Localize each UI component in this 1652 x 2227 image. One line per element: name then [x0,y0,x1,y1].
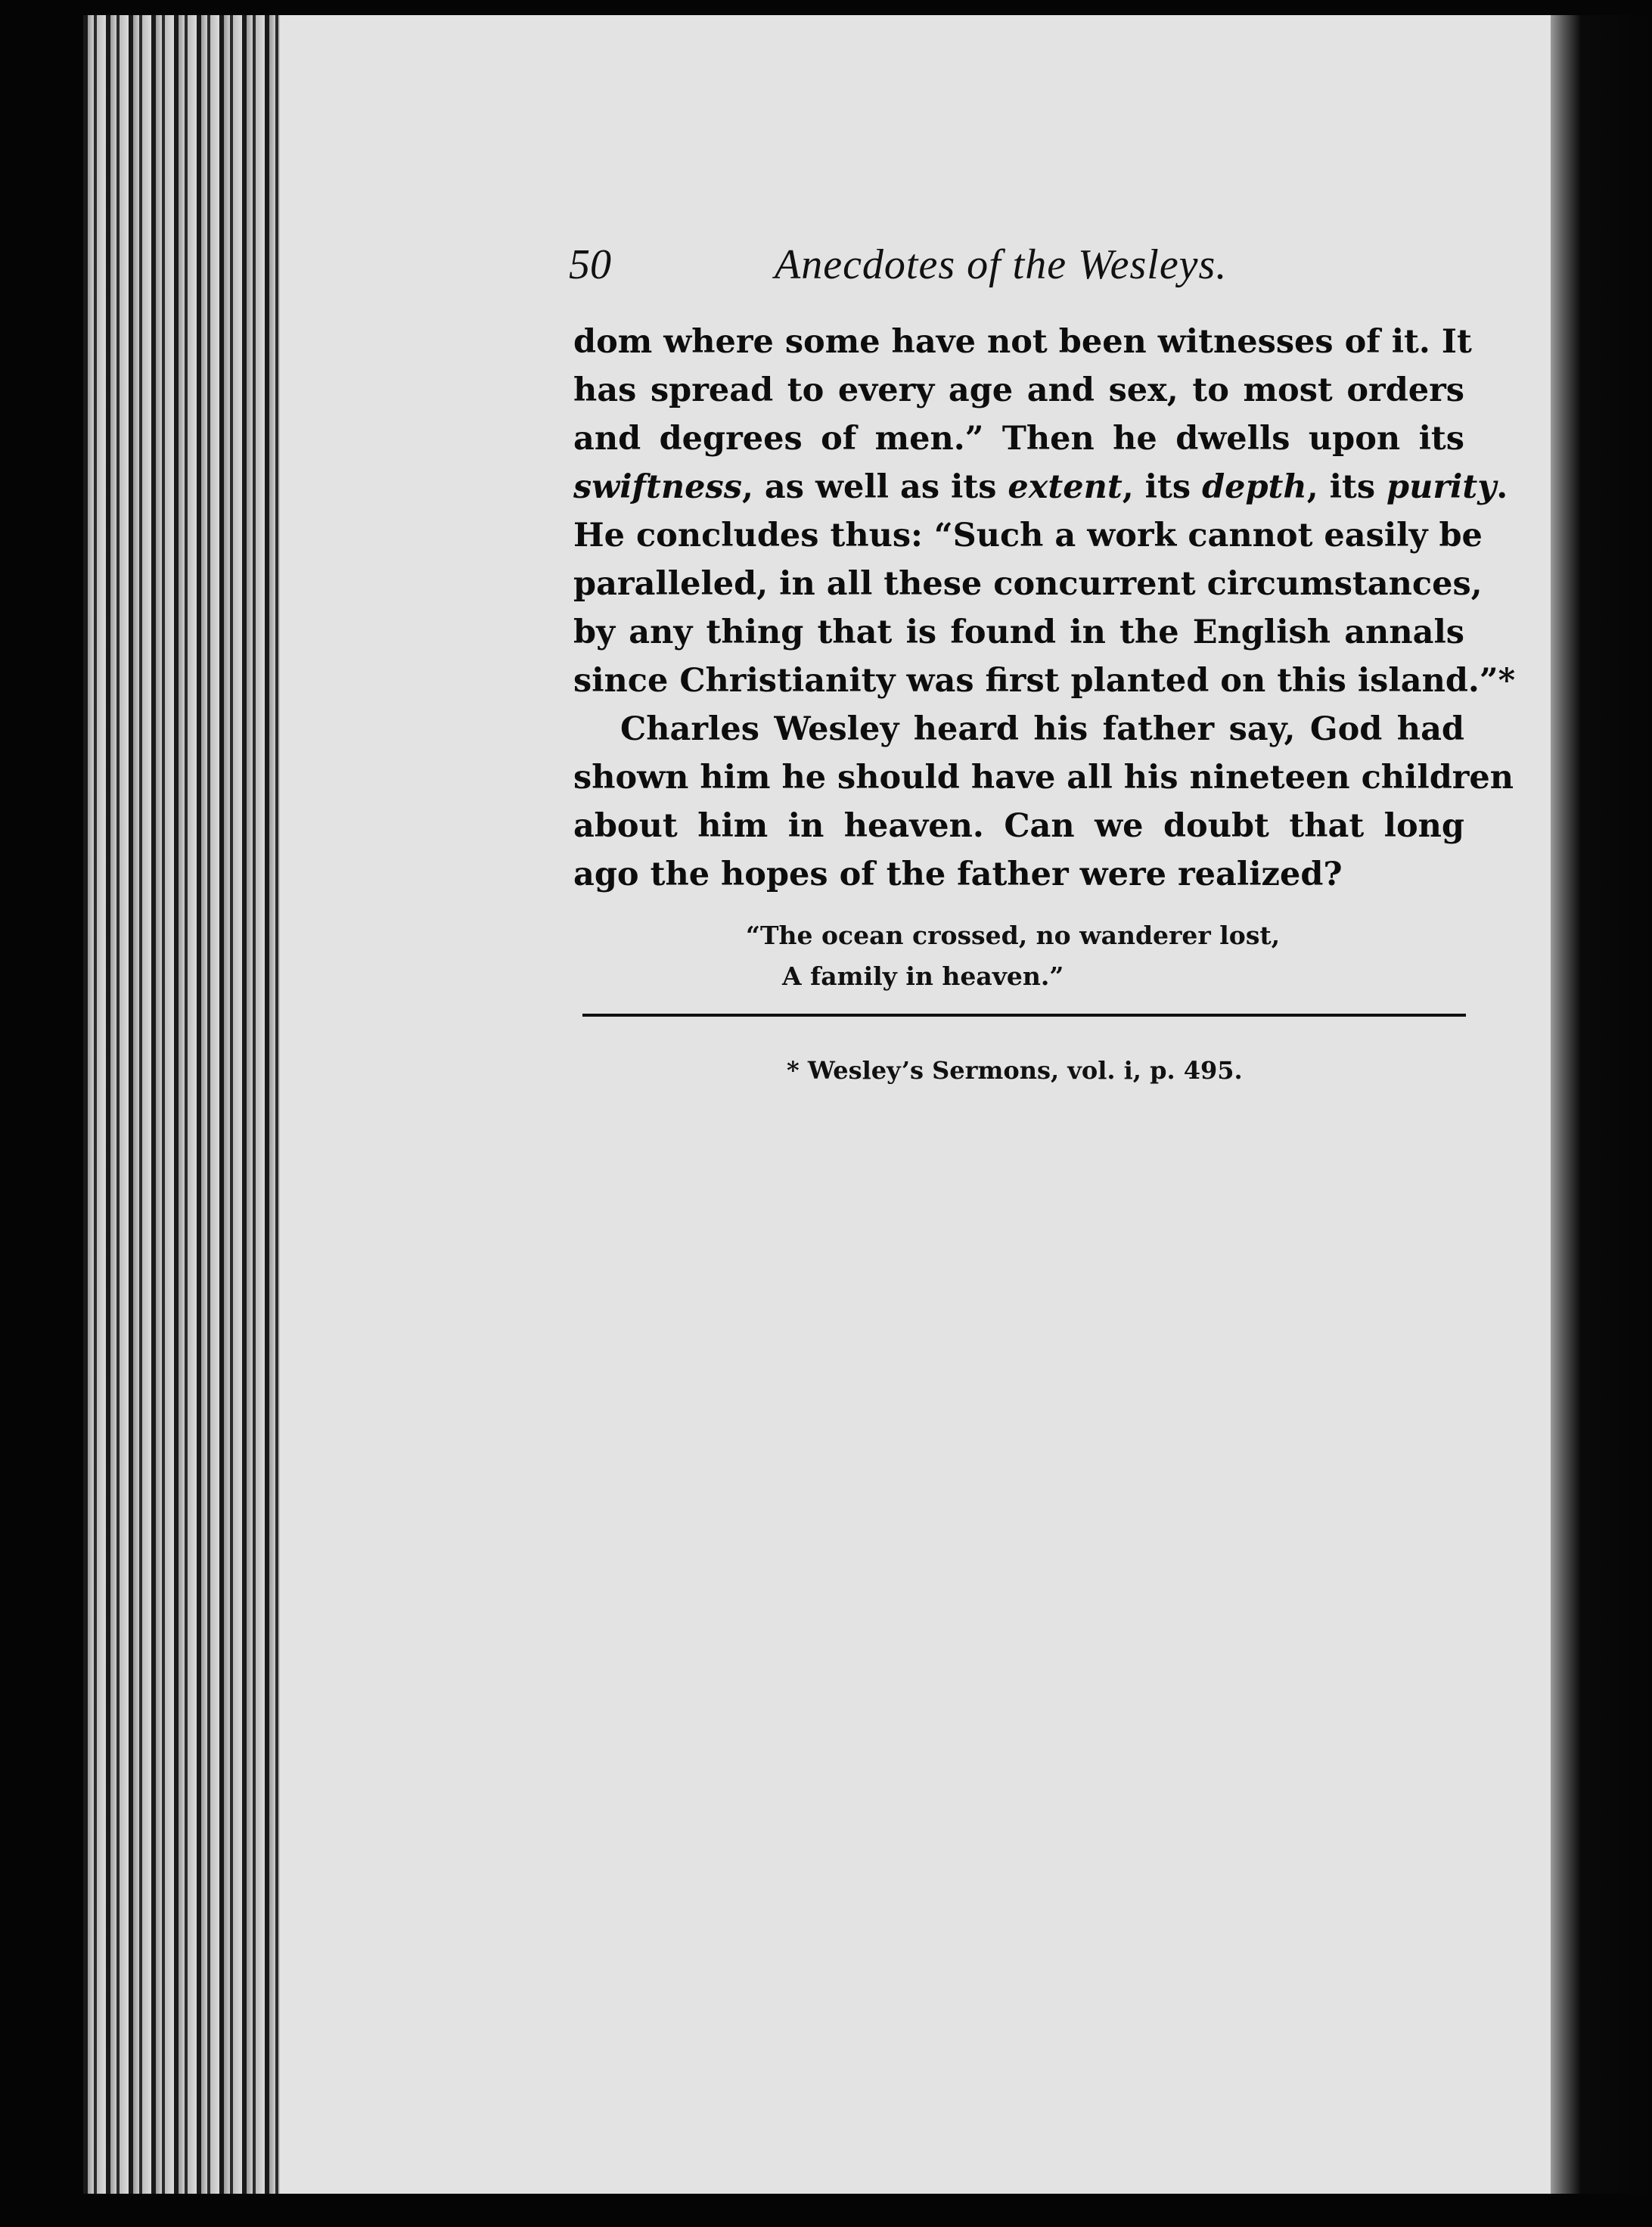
text-line: has spread to every age and sex, to most orders [573,371,1464,409]
text-fragment: , as well as its [741,468,1008,506]
text-line: ago the hopes of the father were realized? [573,856,1343,893]
text-line: about him in heaven. Can we doubt that long [573,807,1464,845]
text-fragment: , its [1306,468,1387,506]
verse-line: “The ocean crossed, no wanderer lost, [746,921,1281,950]
text-line: dom where some have not been witnesses of it. It [573,323,1472,361]
italic-word: purity [1386,468,1497,506]
italic-word: swiftness [573,468,742,506]
text-line: shown him he should have all his nineteen children [573,759,1514,797]
text-line: paralleled, in all these concurrent circumstances, [573,565,1483,603]
text-line: He concludes thus: “Such a work cannot easily be [573,517,1483,554]
text-line: since Christianity was first planted on this island.”* [573,662,1516,700]
book-binding-shadow [1551,15,1652,2209]
paragraph-first-line: Charles Wesley heard his father say, God had [620,710,1464,748]
running-title: Anecdotes of the Wesleys. [775,241,1228,288]
book-page-edges [83,15,310,2201]
bottom-shadow [0,2194,1652,2227]
text-line: by any thing that is found in the English annals [573,613,1464,651]
footnote: * Wesley’s Sermons, vol. i, p. 495. [787,1056,1243,1085]
text-fragment: , its [1122,468,1203,506]
italic-word: extent [1008,468,1123,506]
body-text [573,318,1516,899]
verse-quote [746,915,1281,997]
footnote-rule [582,1014,1466,1017]
italic-word: depth [1202,468,1307,506]
text-line-with-italics [573,463,1508,511]
verse-line: A family in heaven.” [782,961,1064,991]
text-line: and degrees of men.” Then he dwells upon its [573,420,1464,458]
page-number: 50 [569,241,611,288]
page-header [569,241,1461,301]
text-fragment: . [1496,468,1508,506]
